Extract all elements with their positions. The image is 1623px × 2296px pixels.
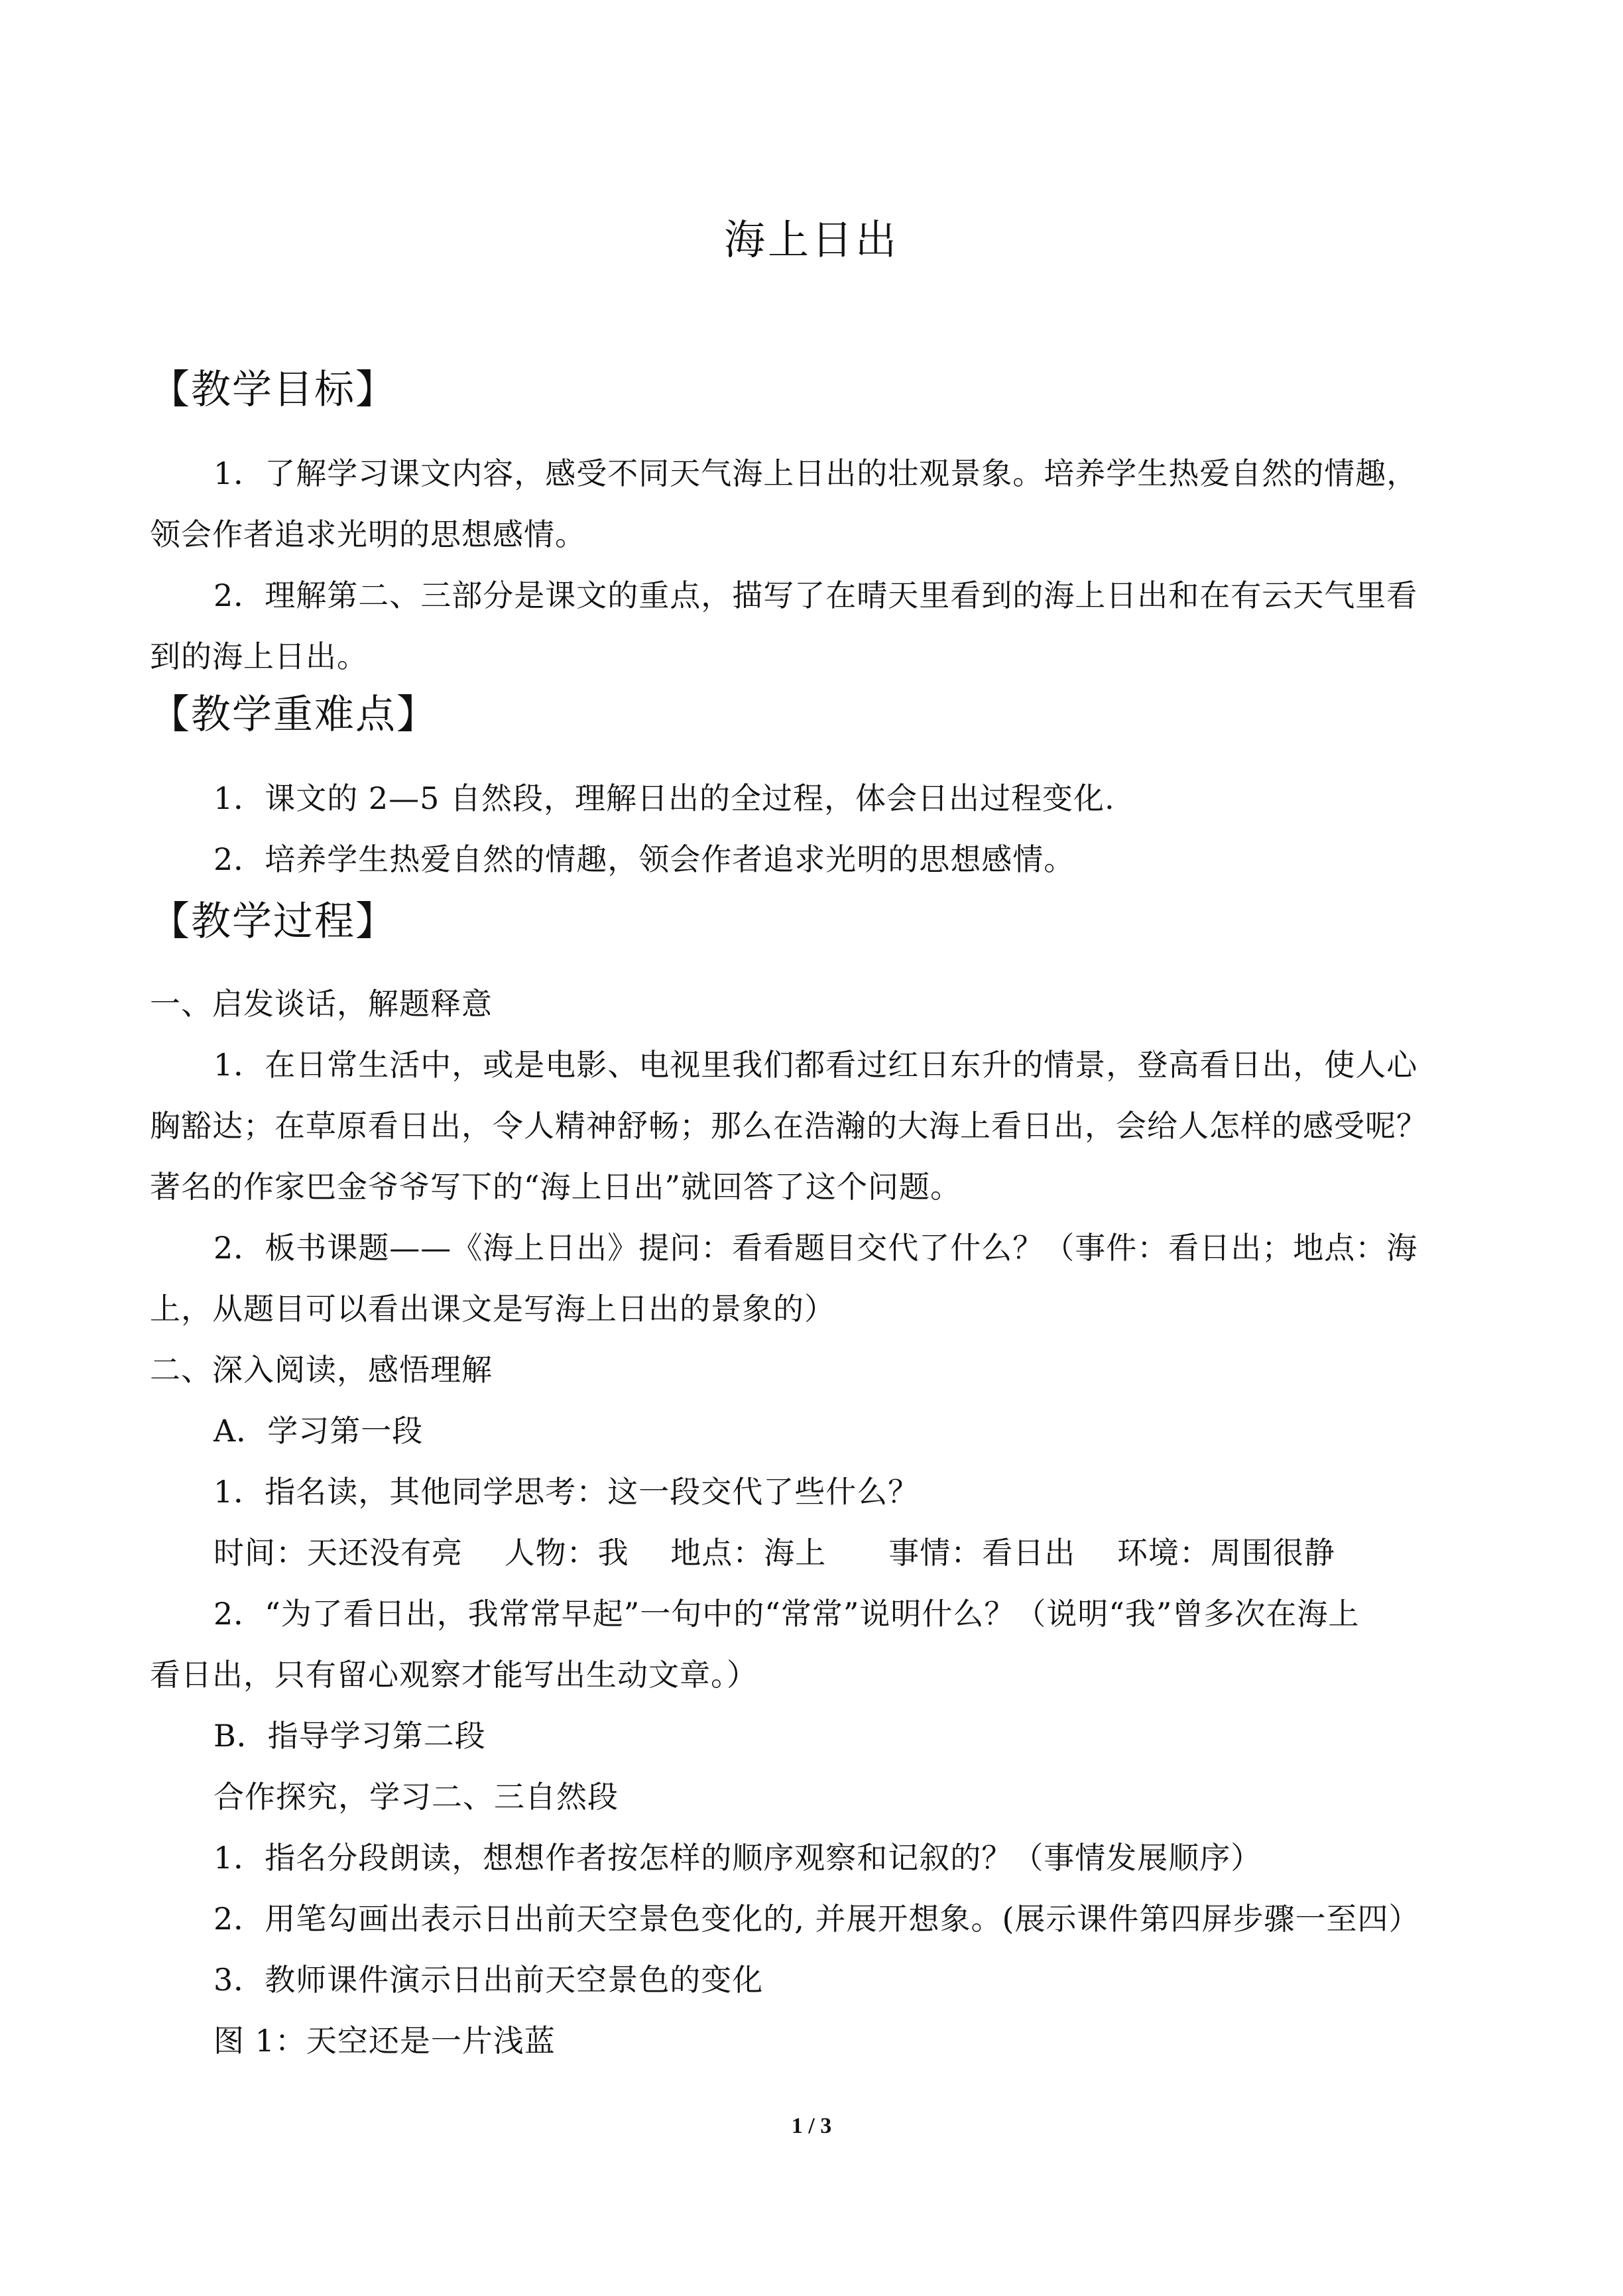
section-b-figure-1-line: 图 1：天空还是一片浅蓝 <box>213 2023 556 2059</box>
section-a-title <box>150 1400 1476 1461</box>
heading-process: 【教学过程】 <box>150 898 396 945</box>
document-title: 海上日出 <box>723 215 899 264</box>
section-a-title-line: A．学习第一段 <box>213 1413 424 1449</box>
section-b-figure-1 <box>150 2010 1476 2071</box>
section-b-title <box>150 1705 1476 1766</box>
heading-key-points: 【教学重难点】 <box>150 692 438 738</box>
section-b-intro-line: 合作探究，学习二、三自然段 <box>213 1779 619 1815</box>
section-b-title-line: B．指导学习第二段 <box>213 1718 486 1754</box>
section-a-question-2 <box>150 1583 1476 1705</box>
section-a-question-2-line-1: 2．“为了看日出，我常常早起”一句中的“常常”说明什么？（说明“我”曾多次在海上 <box>213 1596 1360 1632</box>
process-part-1-para-1-line-1: 1．在日常生活中，或是电影、电视里我们都看过红日东升的情景，登高看日出，使人心 <box>213 1047 1418 1083</box>
heading-objectives: 【教学目标】 <box>150 367 396 413</box>
objectives-item-1-line-2: 领会作者追求光明的思想感情。 <box>150 516 586 552</box>
process-part-1-para-2-line-1: 2．板书课题——《海上日出》提问：看看题目交代了什么？（事件：看日出；地点：海 <box>213 1230 1418 1266</box>
key-points-item-1 <box>150 768 1476 829</box>
objectives-item-2 <box>150 565 1476 687</box>
key-points-item-2-line: 2．培养学生热爱自然的情趣，领会作者追求光明的思想感情。 <box>213 841 1075 877</box>
key-points-item-2 <box>150 829 1476 890</box>
section-b-item-3-line: 3．教师课件演示日出前天空景色的变化 <box>213 1962 764 1998</box>
section-b-item-2-line: 2．用笔勾画出表示日出前天空景色变化的, 并展开想象。(展示课件第四屏步骤一至四） <box>213 1901 1420 1937</box>
key-points-item-1-line: 1．课文的 2—5 自然段，理解日出的全过程，体会日出过程变化. <box>213 780 1115 816</box>
objectives-item-2-line-1: 2．理解第二、三部分是课文的重点，描写了在晴天里看到的海上日出和在有云天气里看 <box>213 577 1418 613</box>
section-b-item-2 <box>150 1888 1476 1949</box>
process-part-2-title-line: 二、深入阅读，感悟理解 <box>150 1352 493 1388</box>
section-a-question-1-line: 1．指名读，其他同学思考：这一段交代了些什么？ <box>213 1474 920 1510</box>
section-b-intro <box>150 1766 1476 1827</box>
section-a-question-2-line-2: 看日出，只有留心观察才能写出生动文章。） <box>150 1657 758 1693</box>
section-b-item-1 <box>150 1827 1476 1888</box>
process-part-1-para-1-line-3: 著名的作家巴金爷爷写下的“海上日出”就回答了这个问题。 <box>150 1169 962 1205</box>
process-part-1-title <box>150 973 1476 1034</box>
page-number: 1 / 3 <box>791 2114 832 2138</box>
process-part-1-title-line: 一、启发谈话，解题释意 <box>150 986 493 1022</box>
process-part-1-para-2-line-2: 上，从题目可以看出课文是写海上日出的景象的） <box>150 1291 835 1327</box>
process-part-1-para-1 <box>150 1034 1476 1217</box>
section-b-item-3 <box>150 1949 1476 2010</box>
objectives-item-1 <box>150 443 1476 565</box>
section-b-item-1-line: 1．指名分段朗读，想想作者按怎样的顺序观察和记叙的？（事情发展顺序） <box>213 1840 1262 1876</box>
process-part-1-para-2 <box>150 1217 1476 1339</box>
process-part-1-para-1-line-2: 胸豁达；在草原看日出，令人精神舒畅；那么在浩瀚的大海上看日出，会给人怎样的感受呢？ <box>150 1108 1427 1144</box>
section-a-answer-1 <box>150 1522 1476 1583</box>
section-a-answer-1-line: 时间：天还没有亮 人物：我 地点：海上 事情：看日出 环境：周围很静 <box>213 1535 1335 1571</box>
objectives-item-2-line-2: 到的海上日出。 <box>150 638 368 674</box>
objectives-item-1-line-1: 1．了解学习课文内容，感受不同天气海上日出的壮观景象。培养学生热爱自然的情趣， <box>213 455 1418 491</box>
process-part-2-title <box>150 1339 1476 1400</box>
section-a-question-1 <box>150 1461 1476 1522</box>
